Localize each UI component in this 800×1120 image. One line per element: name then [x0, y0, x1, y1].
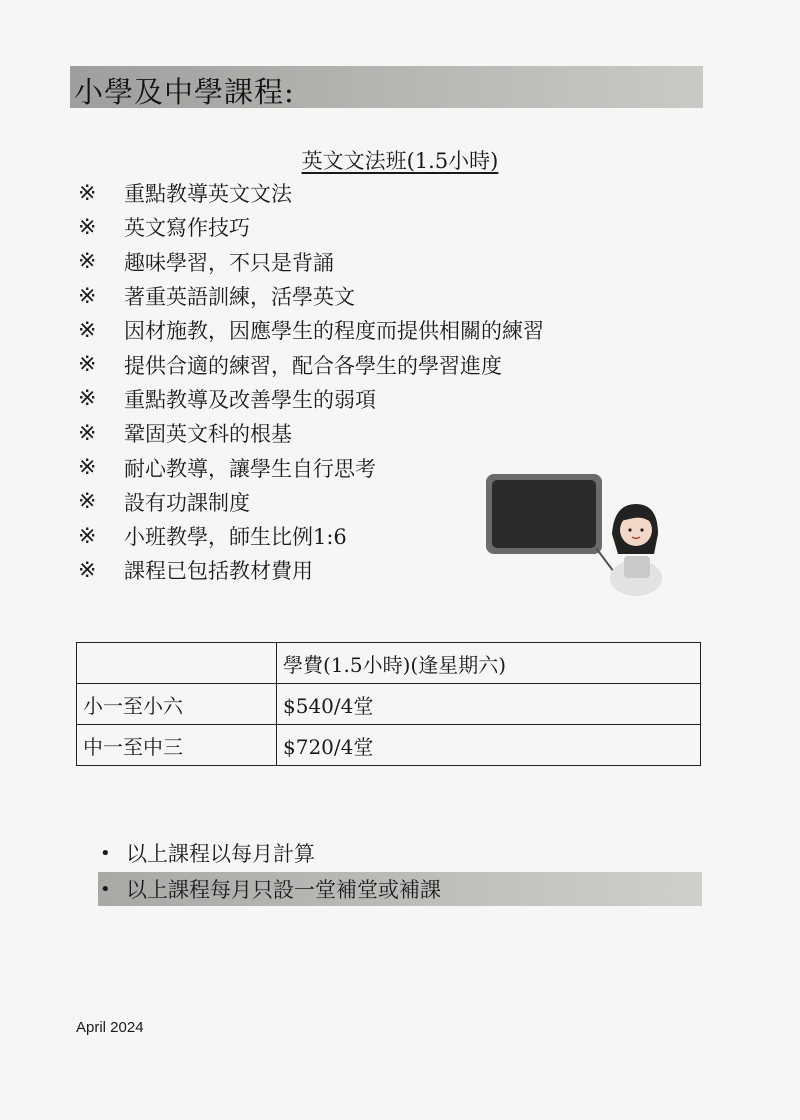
table-cell-level: 中一至中三: [77, 725, 277, 766]
note-item-highlighted: [98, 872, 702, 906]
reference-mark-icon: ※: [78, 214, 97, 240]
table-row: [77, 684, 701, 725]
feature-text: 重點教導英文文法: [124, 182, 292, 207]
reference-mark-icon: ※: [78, 420, 97, 446]
feature-text: 英文寫作技巧: [124, 216, 250, 241]
table-row: [77, 725, 701, 766]
note-text: 以上課程以每月計算: [126, 842, 315, 866]
feature-item: [78, 519, 544, 553]
feature-text: 小班教學，師生比例1:6: [124, 525, 347, 550]
feature-text: 耐心教導，讓學生自行思考: [124, 456, 376, 481]
table-cell-fee: $540/4堂: [277, 684, 701, 725]
header-band: [70, 66, 703, 108]
table-header-cell: [77, 643, 277, 684]
feature-text: 提供合適的練習，配合各學生的學習進度: [124, 353, 502, 378]
feature-list: [78, 176, 544, 588]
table-cell-level: 小一至小六: [77, 684, 277, 725]
reference-mark-icon: ※: [78, 557, 97, 583]
feature-item: [78, 279, 544, 313]
note-item: [98, 836, 702, 870]
feature-text: 重點教導及改善學生的弱項: [124, 387, 376, 412]
table-header-row: [77, 643, 701, 684]
bullet-icon: •: [100, 842, 111, 864]
feature-item: [78, 485, 544, 519]
table-header-cell: 學費(1.5小時)(逢星期六): [277, 643, 701, 684]
footer-date: April 2024: [76, 1019, 144, 1036]
reference-mark-icon: ※: [78, 180, 97, 206]
feature-item: [78, 347, 544, 381]
feature-item: [78, 210, 544, 244]
feature-text: 因材施教，因應學生的程度而提供相關的練習: [124, 319, 544, 344]
reference-mark-icon: ※: [78, 352, 97, 378]
feature-text: 鞏固英文科的根基: [124, 422, 292, 447]
reference-mark-icon: ※: [78, 317, 97, 343]
feature-item: [78, 416, 544, 450]
feature-text: 趣味學習，不只是背誦: [124, 250, 334, 275]
feature-item: [78, 382, 544, 416]
note-text: 以上課程每月只設一堂補堂或補課: [126, 878, 441, 902]
bullet-icon: •: [100, 878, 111, 900]
feature-text: 著重英語訓練，活學英文: [124, 285, 355, 310]
feature-item: [78, 313, 544, 347]
feature-text: 設有功課制度: [124, 490, 250, 515]
reference-mark-icon: ※: [78, 455, 97, 481]
notes-list: [98, 836, 702, 906]
page-title: 小學及中學課程:: [74, 75, 295, 109]
feature-item: [78, 245, 544, 279]
fee-table: [76, 642, 701, 766]
reference-mark-icon: ※: [78, 249, 97, 275]
teacher-at-blackboard-icon: [484, 470, 684, 600]
feature-item: [78, 553, 544, 587]
feature-text: 課程已包括教材費用: [124, 559, 313, 584]
feature-item: [78, 176, 544, 210]
table-cell-fee: $720/4堂: [277, 725, 701, 766]
feature-item: [78, 450, 544, 484]
course-title-text: 英文文法班(1.5小時): [301, 149, 499, 173]
reference-mark-icon: ※: [78, 489, 97, 515]
reference-mark-icon: ※: [78, 523, 97, 549]
course-title: [0, 145, 800, 175]
reference-mark-icon: ※: [78, 283, 97, 309]
reference-mark-icon: ※: [78, 386, 97, 412]
